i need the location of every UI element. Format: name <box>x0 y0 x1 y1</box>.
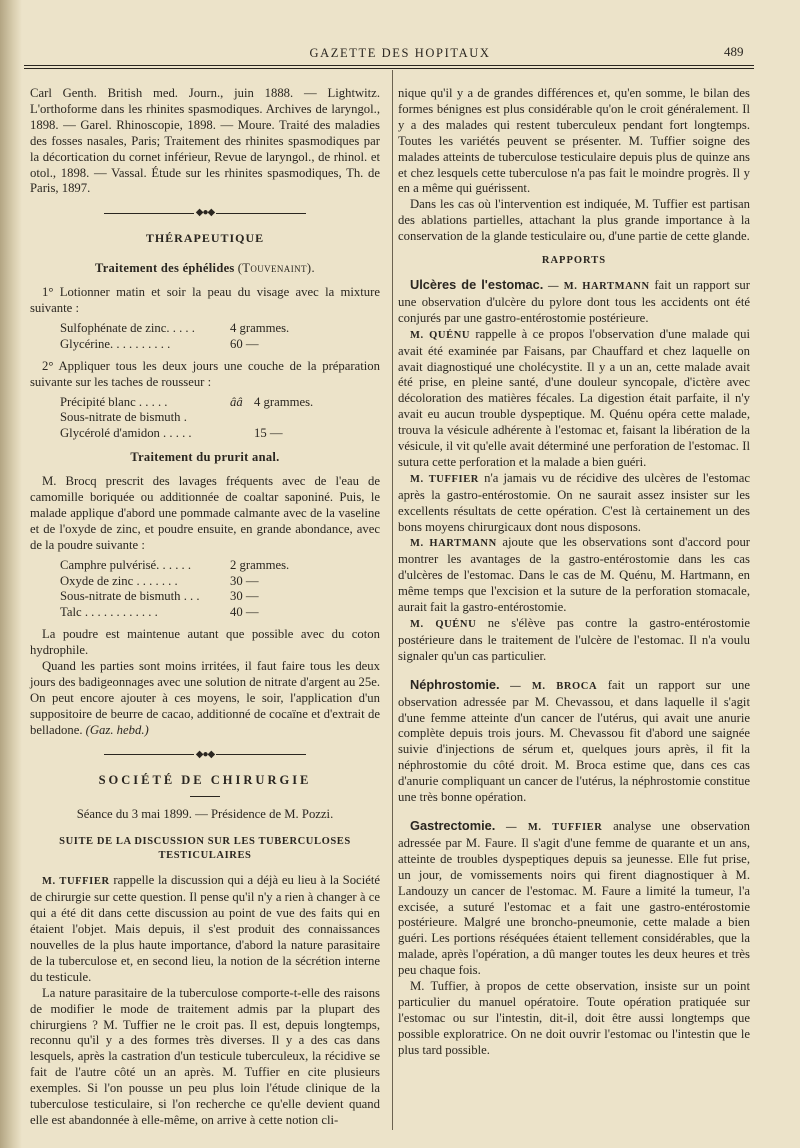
hartmann-paragraph <box>398 535 750 616</box>
speaker-name: M. TUFFIER <box>42 876 110 888</box>
ingredient-name: Camphre pulvérisé. . . . . . <box>60 557 192 572</box>
prurit-paragraph-1: M. Brocq prescrit des lavages fréquents avec de l'eau de camomille boriquée ou additionnée de coaltar saponiné. Puis, le malade applique d'abord une pommade calmante avec de la vaseline et de l'oxyde de zinc, et poudre ensuite, en grande abondance, avec de la poudre suivante : <box>30 474 380 552</box>
speaker-name: M. HARTMANN <box>410 538 497 550</box>
speaker-name: M. QUÉNU <box>410 329 471 341</box>
continued-paragraph: nique qu'il y a de grandes différences et, qu'en somme, le bilan des formes bénignes est plus considérable qu'on le croit généralement. Il y a des malades qui restent tuberculeux pendant fort longtemps. Toutes les variétés peuvent se présenter. M. Tuffier soigne des malades atteints de tuberculose testiculaire depuis plus de quinze ans et chez lesquels cette tuberculose n'a pas fait le moindre progrès. Il y en a même qui guérissent. <box>398 86 750 196</box>
recipe-row <box>30 605 380 621</box>
gastrectomie-text: analyse une observation adressée par M. Faure. Il s'agit d'une femme de quarante et un ans, atteinte de troubles dyspeptiques depuis sa jeunesse. Elle fut prise, un jour, de vomissements noirs qui firent diagnostiquer à M. Landouzy un cancer de l'estomac. M. Faure a limité la tumeur, l'a excisée, a suturé l'estomac et a fait une gastro-entérostomie postérieure. Malgré une broncho-pneumonie, cette malade a bien guéri. Les portions réséquées étaient tellement considérables, que la malade, après l'opération, a dû manger toutes les deux heures et très peu chaque fois. <box>398 818 750 978</box>
ingredient-qty: 4 grammes. <box>254 394 314 409</box>
page-number: 489 <box>724 44 744 59</box>
article-title: Néphrostomie. <box>410 676 500 692</box>
ingredient-qty: 15 — <box>254 426 283 441</box>
ingredient-qty: 30 — <box>230 589 259 604</box>
prurit-paragraph-3-text: Quand les parties sont moins irritées, il faut faire tous les deux jours des badigeonnages avec une solution de nitrate d'argent au 25e. On peut encore ajouter à ces moyens, le soir, l'application d'un suppositoire de beurre de cacao, additionné de cocaïne et d'extrait de belladone. <box>30 659 380 737</box>
recipe-row <box>30 395 380 411</box>
recipe-row <box>30 558 380 574</box>
section-title-societe: SOCIÉTÉ DE CHIRURGIE <box>98 772 312 787</box>
ephelides-paragraph-2: 2° Appliquer tous les deux jours une couche de la préparation suivante sur les taches de rousseur : <box>30 358 380 389</box>
quenu-paragraph-1 <box>398 327 750 471</box>
ingredient-qty: 40 — <box>230 605 259 620</box>
ingredient-name: Sous-nitrate de bismuth . . . <box>60 589 200 604</box>
prurit-paragraph-3 <box>30 659 380 739</box>
speaker-name: M. TUFFIER <box>410 473 479 485</box>
ephelides-title: Traitement des éphélides <box>95 261 235 276</box>
left-column <box>30 86 380 1129</box>
tuffier-paragraph-1-text: rappelle la discussion qui a déjà eu lieu à la Société de chirurgie sur cette question. Il pense qu'il n'y a rien à changer à ce qui a été dit dans cette discussion au point de vue des faits qui en étaient l'objet. Mais depuis, il s'est produit des connaissances nouvelles de la plus haute importance, d'abord la nature parasitaire de la tuberculose et, en second lieu, la notion de la sécrétion interne du testicule. <box>30 873 381 984</box>
short-rule <box>190 796 220 797</box>
spacer <box>398 806 750 818</box>
article-title: Gastrectomie. <box>410 817 496 833</box>
quenu-text: rappelle à ce propos l'observation d'une malade qui avait été examinée par Faisans, par Chauffard et chez laquelle on avait diagnostiqué une cholécystite. Il y a un an, cette malade avait été prise, en pleine santé, d'une douleur syncopale, d'ictère avec décoloration des matières fécales. La digestion était parfaite, il n'y avait eu aucun trouble dyspeptique. M. Quénu opéra cette malade, trouva la vésicule adhérente à l'estomac et, faisant la libération de la vésicule, il vit qu'elle avait déterminé une perforation de l'estomac. Il sutura cette perforation et la malade a bien guéri. <box>398 326 750 469</box>
section-title-therapeutique: THÉRAPEUTIQUE <box>145 231 265 246</box>
prurit-paragraph-2: La poudre est maintenue autant que possible avec du coton hydrophile. <box>30 627 380 658</box>
header-rule <box>24 65 754 66</box>
recipe-lotion <box>30 321 380 353</box>
prurit-title: Traitement du prurit anal. <box>130 450 280 465</box>
session-line: Séance du 3 mai 1899. — Présidence de M. Pozzi. <box>76 807 334 822</box>
ulceres-text: fait un rapport sur une observation d'ulcère du pylore dont tous les accidents ont été conjurés par une gastro-entérostomie postérieure. <box>398 277 750 325</box>
quenu-paragraph-2 <box>398 616 750 665</box>
ingredient-qty: 60 — <box>230 336 259 351</box>
right-column <box>398 86 750 1059</box>
hartmann-text: ajoute que les observations sont d'accord pour montrer les avantages de la gastro-entérostomie dans les cas d'ulcères de l'estomac. Dans le cas de M. Quénu, M. Hartmann, en même temps que l'excision et la suture de la perforation stomacale, aurait fait la gastro-entérostomie. <box>398 535 751 615</box>
intervention-paragraph: Dans les cas où l'intervention est indiquée, M. Tuffier est partisan des ablations partielles, attachant la plus grande importance à la conservation de la glande testiculaire ou, d'une partie de cette glande. <box>398 197 750 244</box>
ulceres-paragraph <box>398 277 750 327</box>
nephrostomie-paragraph <box>398 677 750 806</box>
column-divider <box>392 70 393 1130</box>
ingredient-name: Oxyde de zinc . . . . . . . <box>60 573 178 588</box>
recipe-row <box>30 574 380 590</box>
ingredient-qty <box>254 410 374 426</box>
speaker-name: M. QUÉNU <box>410 619 477 630</box>
ingredient-name: Talc . . . . . . . . . . . . <box>60 605 158 620</box>
speaker-name: — M. TUFFIER <box>506 821 603 833</box>
recipe-row <box>30 321 380 337</box>
tuffier-paragraph-2: La nature parasitaire de la tuberculose comporte-t-elle des raisons de modifier le mode de traitement admis par la plupart des chirurgiens ? M. Tuffier ne le croit pas. Il est, depuis longtemps, reconnu qu'il y a des formes très diverses. Il y a des cas dans lesquels, après la castration d'un testicule tuberculeux, la récidive se fait de l'autre côté un an après. M. Tuffier en cite plusieurs exemples. Si l'on pousse un peu plus loin l'étude clinique de la tuberculose testiculaire, si l'on recherche ce qu'elle devient quand elle est abandonnée à elle-même, on arrive à cette notion cli- <box>30 985 380 1127</box>
speaker-name: — M. HARTMANN <box>547 280 650 292</box>
section-ornament: ◆●◆ <box>30 747 380 763</box>
ingredient-qty: 30 — <box>230 573 259 588</box>
journal-title: GAZETTE DES HOPITAUX <box>309 46 491 60</box>
prurit-source: (Gaz. hebd.) <box>85 722 149 737</box>
ephelides-paragraph-1: 1° Lotionner matin et soir la peau du visage avec la mixture suivante : <box>30 285 380 315</box>
recipe-row <box>30 589 380 605</box>
section-ornament: ◆●◆ <box>30 205 380 221</box>
article-title: Ulcères de l'estomac. <box>410 276 544 292</box>
recipe-row <box>30 426 380 442</box>
ingredient-name: Sous-nitrate de bismuth . <box>60 410 187 425</box>
subsection-title-ephelides <box>30 261 380 277</box>
tuffier-paragraph <box>398 471 750 536</box>
recipe-powder <box>30 558 380 622</box>
gastrectomie-paragraph <box>398 818 750 979</box>
ingredient-name: Sulfophénate de zinc. . . . . <box>60 320 195 335</box>
recipe-preparation <box>30 395 380 443</box>
tuffier-paragraph-1 <box>30 873 380 985</box>
ingredient-qty: 4 grammes. <box>230 320 290 335</box>
ingredient-qty: 2 grammes. <box>230 557 290 572</box>
references-paragraph: Carl Genth. British med. Journ., juin 1888. — Lightwitz. L'orthoforme dans les rhinites spasmodiques. Archives de laryngol., 1898. — Garel. Rhinoscopie, 1898. — Moure. Traité des maladies des fosses nasales, Paris; Traitement des rhinites spasmodiques par la décortication du cornet inférieur, Revue de laryngol., de rhinol. et otol., 1898. — Vassal. Étude sur les rhinites spasmodiques, Th. de Paris, 1897. <box>30 86 380 196</box>
nephrostomie-text: fait un rapport sur une observation adressée par M. Chevassou, et dans laquelle il s'agit d'une femme atteinte d'un cancer de l'utérus, qui avait une anurie complète depuis trois jours. M. Chevassou fit d'abord une saignée suivie d'injections de sérum et, quelques jours après, il fit la néphrostomie du côté droit. M. Broca estime que, dans ces cas d'anurie compliquant un cancer de l'utérus, la néphrostomie constitue une très bonne opération. <box>398 677 750 805</box>
rapports-title: RAPPORTS <box>541 255 607 267</box>
ingredient-name: Glycérine. . . . . . . . . . <box>60 336 171 351</box>
quenu-text: ne s'élève pas contre la gastro-entérostomie postérieure dans le traitement de l'ulcère de l'estomac. Il n'a voulu signaler qu'un cas particulier. <box>398 616 750 663</box>
tuffier-text: n'a jamais vu de récidive des ulcères de l'estomac après la gastro-entérostomie. On ne saurait assez insister sur les excellents résultats de cette opération. C'est là certainement un des bons moyens chirurgicaux dont nous disposons. <box>398 470 751 534</box>
ingredient-abbrev: ââ <box>230 394 243 409</box>
speaker-name: — M. BROCA <box>510 680 598 692</box>
ingredient-abbrev <box>230 426 254 442</box>
spacer <box>398 665 750 677</box>
ingredient-abbrev <box>230 410 254 426</box>
subsection-title-prurit <box>30 450 380 466</box>
ephelides-author: (Touvenaint). <box>237 261 315 276</box>
gastrectomie-paragraph-2: M. Tuffier, à propos de cette observation, insiste sur un point particulier du manuel opératoire. Toute opération pratiquée sur l'estomac ou sur l'intestin, dit-il, doit être aussi longtemps que possible exploratrice. On ne doit ouvrir l'estomac ou l'intestin que le plus tard possible. <box>398 979 750 1057</box>
header-rule-thin <box>24 68 754 69</box>
recipe-row <box>30 337 380 353</box>
ingredient-name: Précipité blanc . . . . . <box>60 394 168 409</box>
recipe-row <box>30 410 380 426</box>
ingredient-name: Glycérolé d'amidon . . . . . <box>60 426 192 441</box>
discussion-title: SUITE DE LA DISCUSSION SUR LES TUBERCULOSES TESTICULAIRES <box>59 836 351 862</box>
